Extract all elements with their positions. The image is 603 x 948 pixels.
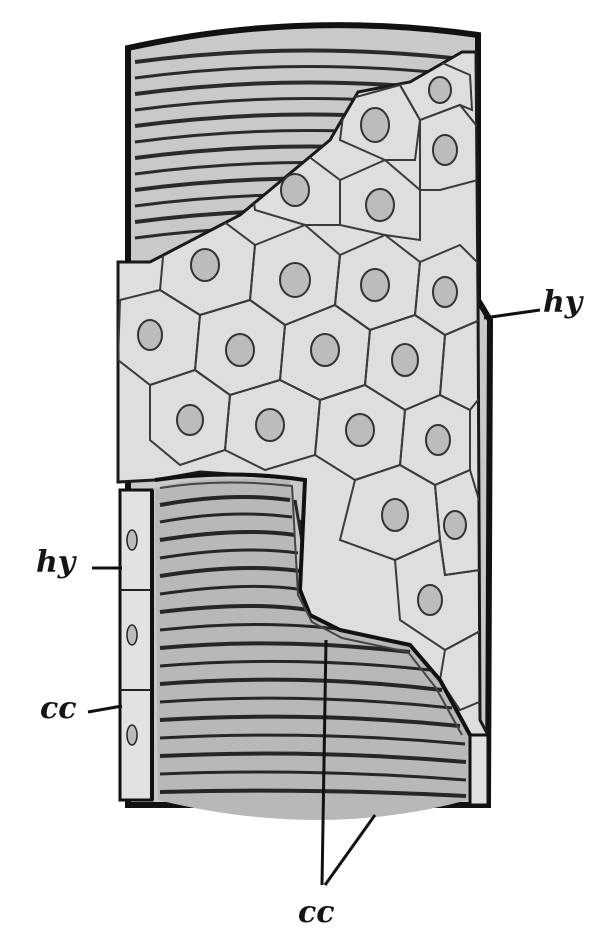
leader-cc-left xyxy=(88,706,122,712)
leader-cc-bottom-2 xyxy=(325,815,375,885)
wall-section-right xyxy=(470,735,488,805)
label-hy-left: hy xyxy=(36,545,76,580)
leader-hy-right xyxy=(484,310,540,318)
label-cc-left: cc xyxy=(40,691,77,726)
wall-section-left xyxy=(120,490,152,800)
label-cc-bottom: cc xyxy=(298,895,335,930)
label-hy-right: hy xyxy=(543,285,583,320)
